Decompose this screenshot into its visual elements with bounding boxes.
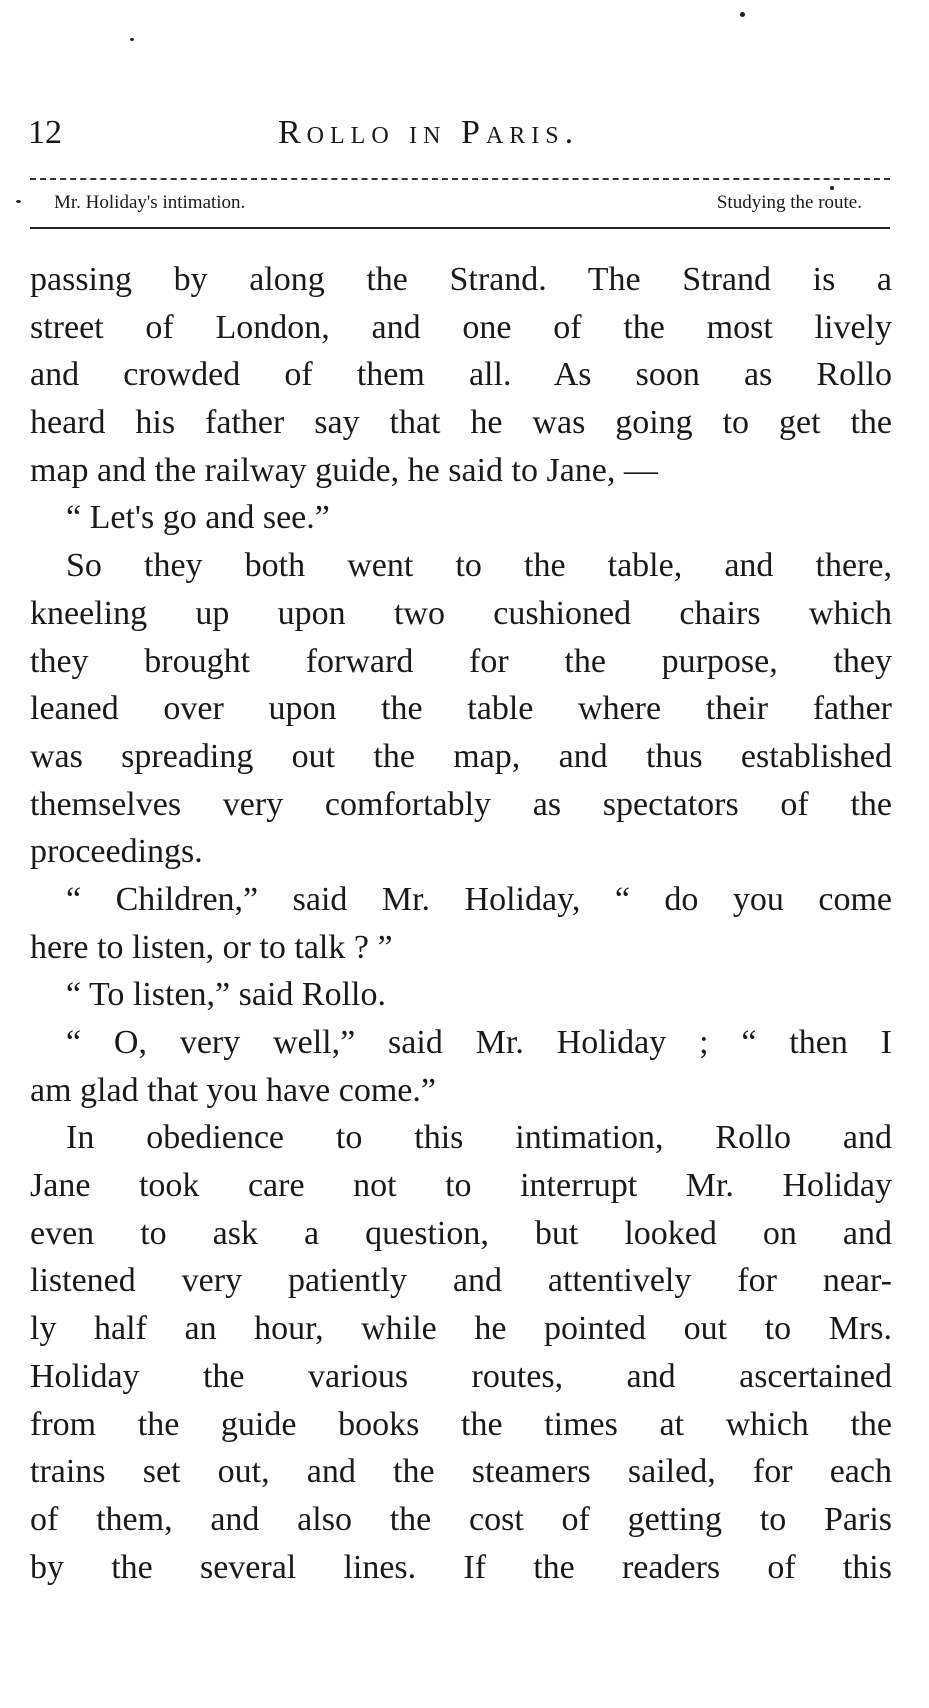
text-line: Holiday the various routes, and ascertained — [30, 1357, 892, 1395]
print-speck — [130, 38, 134, 41]
text-line: proceedings. — [30, 833, 203, 871]
text-line: of them, and also the cost of getting to Paris — [30, 1500, 892, 1538]
text-line: ly half an hour, while he pointed out to Mrs. — [30, 1310, 892, 1348]
text-line: Jane took care not to interrupt Mr. Holiday — [30, 1167, 892, 1205]
text-line: from the guide books the times at which the — [30, 1405, 892, 1443]
running-title: Rollo in Paris. — [278, 114, 580, 151]
text-line: here to listen, or to talk ? ” — [30, 928, 393, 966]
text-line: In obedience to this intimation, Rollo and — [66, 1119, 892, 1157]
print-speck — [830, 186, 834, 190]
print-speck — [740, 12, 745, 17]
text-line: listened very patiently and attentively for near- — [30, 1262, 892, 1300]
text-line: “ To listen,” said Rollo. — [66, 976, 386, 1014]
text-line: heard his father say that he was going to get the — [30, 404, 892, 442]
text-line: trains set out, and the steamers sailed, for each — [30, 1453, 892, 1491]
header-rule-top — [30, 178, 890, 180]
page-number: 12 — [28, 114, 62, 151]
text-line: am glad that you have come.” — [30, 1071, 436, 1109]
text-line: So they both went to the table, and there, — [66, 547, 892, 585]
text-line: map and the railway guide, he said to Jane, — — [30, 451, 658, 489]
text-line: even to ask a question, but looked on and — [30, 1214, 892, 1252]
text-line: by the several lines. If the readers of this — [30, 1548, 892, 1586]
text-line: and crowded of them all. As soon as Rollo — [30, 356, 892, 394]
body-text — [30, 256, 892, 1591]
text-line: was spreading out the map, and thus established — [30, 737, 892, 775]
page-header — [28, 108, 890, 158]
header-rule-bottom — [30, 227, 890, 229]
text-line: kneeling up upon two cushioned chairs which — [30, 594, 892, 632]
section-subheader — [30, 186, 890, 220]
text-line: leaned over upon the table where their father — [30, 690, 892, 728]
subheader-left: Mr. Holiday's intimation. — [54, 192, 246, 213]
text-line: “ Children,” said Mr. Holiday, “ do you come — [66, 880, 892, 918]
text-line: themselves very comfortably as spectators of the — [30, 785, 892, 823]
text-line: they brought forward for the purpose, they — [30, 642, 892, 680]
text-line: passing by along the Strand. The Strand is a — [30, 261, 892, 298]
text-line: “ Let's go and see.” — [66, 499, 330, 537]
subheader-right: Studying the route. — [716, 192, 862, 213]
print-speck — [16, 200, 21, 203]
text-line: street of London, and one of the most lively — [30, 308, 892, 346]
text-line: “ O, very well,” said Mr. Holiday ; “ then I — [66, 1024, 892, 1061]
